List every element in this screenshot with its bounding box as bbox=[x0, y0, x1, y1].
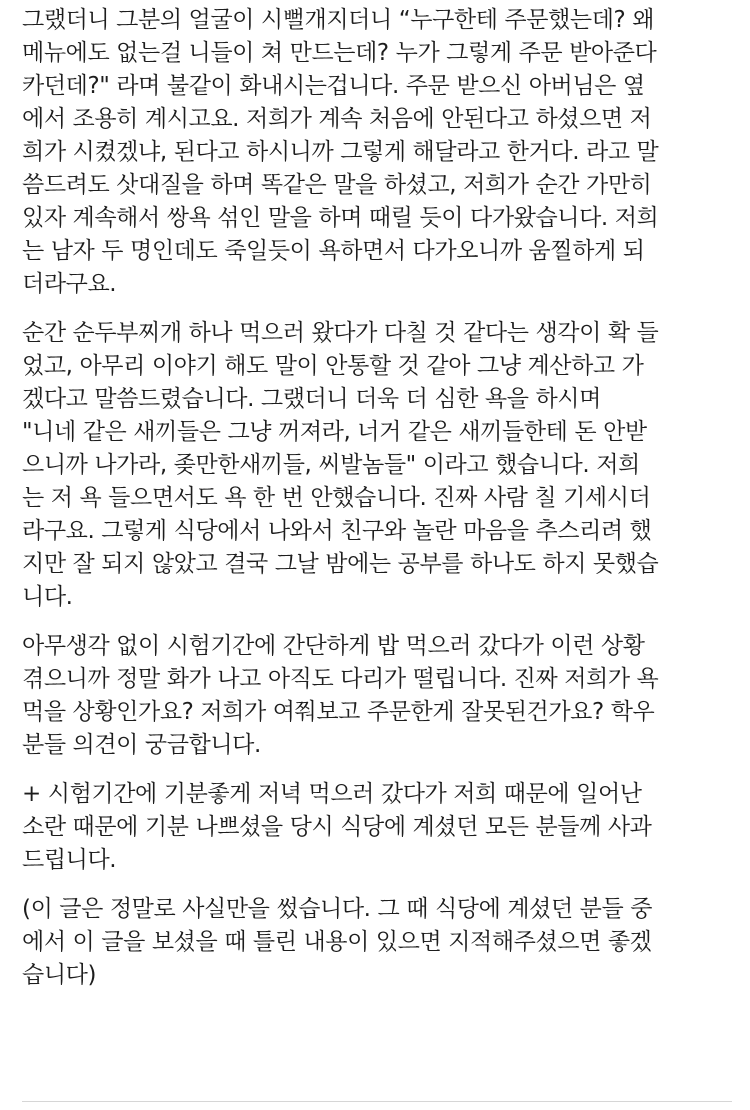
paragraph-confrontation bbox=[22, 4, 734, 301]
text-line: 있자 계속해서 쌍욕 섞인 말을 하며 때릴 듯이 다가왔습니다. 저희 bbox=[22, 205, 659, 231]
text-line: 는 저 욕 들으면서도 욕 한 번 안했습니다. 진짜 사람 칠 기세시더 bbox=[22, 485, 651, 511]
text-line: 드립니다. bbox=[22, 847, 117, 873]
text-line: 씀드려도 삿대질을 하며 똑같은 말을 하셨고, 저희가 순간 가만히 bbox=[22, 172, 652, 198]
paragraph-disclaimer bbox=[22, 893, 734, 992]
paragraph-leaving bbox=[22, 317, 734, 614]
text-line: 분들 의견이 궁금합니다. bbox=[22, 732, 261, 758]
text-line: (이 글은 정말로 사실만을 썼습니다. 그 때 식당에 계셨던 분들 중 bbox=[22, 896, 653, 922]
text-line: 먹을 상황인가요? 저희가 여쭤보고 주문한게 잘못된건가요? 학우 bbox=[22, 699, 655, 725]
text-line: 소란 때문에 기분 나쁘셨을 당시 식당에 계셨던 모든 분들께 사과 bbox=[22, 814, 652, 840]
text-line: 라구요. 그렇게 식당에서 나와서 친구와 놀란 마음을 추스리려 했 bbox=[22, 518, 652, 544]
text-line: 카던데?" 라며 불같이 화내시는겁니다. 주문 받으신 아버님은 옆 bbox=[22, 73, 645, 99]
text-line: 지만 잘 되지 않았고 결국 그날 밤에는 공부를 하나도 하지 못했습 bbox=[22, 551, 659, 577]
text-line: 그랬더니 그분의 얼굴이 시뻘개지더니 “누구한테 주문했는데? 왜 bbox=[22, 7, 655, 33]
text-line: 아무생각 없이 시험기간에 간단하게 밥 먹으러 갔다가 이런 상황 bbox=[22, 633, 645, 659]
text-line: + 시험기간에 기분좋게 저녁 먹으러 갔다가 저희 때문에 일어난 bbox=[22, 781, 642, 807]
text-line: "니네 같은 새끼들은 그냥 꺼져라, 너거 같은 새끼들한테 돈 안받 bbox=[22, 419, 647, 445]
text-line: 는 남자 두 명인데도 죽일듯이 욕하면서 다가오니까 움찔하게 되 bbox=[22, 238, 645, 264]
text-line: 었고, 아무리 이야기 해도 말이 안통할 것 같아 그냥 계산하고 가 bbox=[22, 353, 644, 379]
text-line: 습니다) bbox=[22, 962, 97, 988]
text-line: 메뉴에도 없는걸 니들이 쳐 만드는데? 누가 그렇게 주문 받아준다 bbox=[22, 40, 657, 66]
text-line: 겪으니까 정말 화가 나고 아직도 다리가 떨립니다. 진짜 저희가 욕 bbox=[22, 666, 659, 692]
post-body bbox=[22, 4, 734, 1008]
text-line: 에서 조용히 계시고요. 저희가 계속 처음에 안된다고 하셨으면 저 bbox=[22, 106, 652, 132]
paragraph-question bbox=[22, 630, 734, 762]
text-line: 니다. bbox=[22, 584, 73, 610]
text-line: 겠다고 말씀드렸습니다. 그랬더니 더욱 더 심한 욕을 하시며 bbox=[22, 386, 601, 412]
text-line: 순간 순두부찌개 하나 먹으러 왔다가 다칠 것 같다는 생각이 확 들 bbox=[22, 320, 659, 346]
text-line: 더라구요. bbox=[22, 271, 117, 297]
text-line: 으니까 나가라, 좆만한새끼들, 씨발놈들" 이라고 했습니다. 저희 bbox=[22, 452, 640, 478]
text-line: 희가 시켰겠냐, 된다고 하시니까 그렇게 해달라고 한거다. 라고 말 bbox=[22, 139, 659, 165]
text-line: 에서 이 글을 보셨을 때 틀린 내용이 있으면 지적해주셨으면 좋겠 bbox=[22, 929, 652, 955]
paragraph-apology bbox=[22, 778, 734, 877]
divider bbox=[22, 1101, 732, 1102]
